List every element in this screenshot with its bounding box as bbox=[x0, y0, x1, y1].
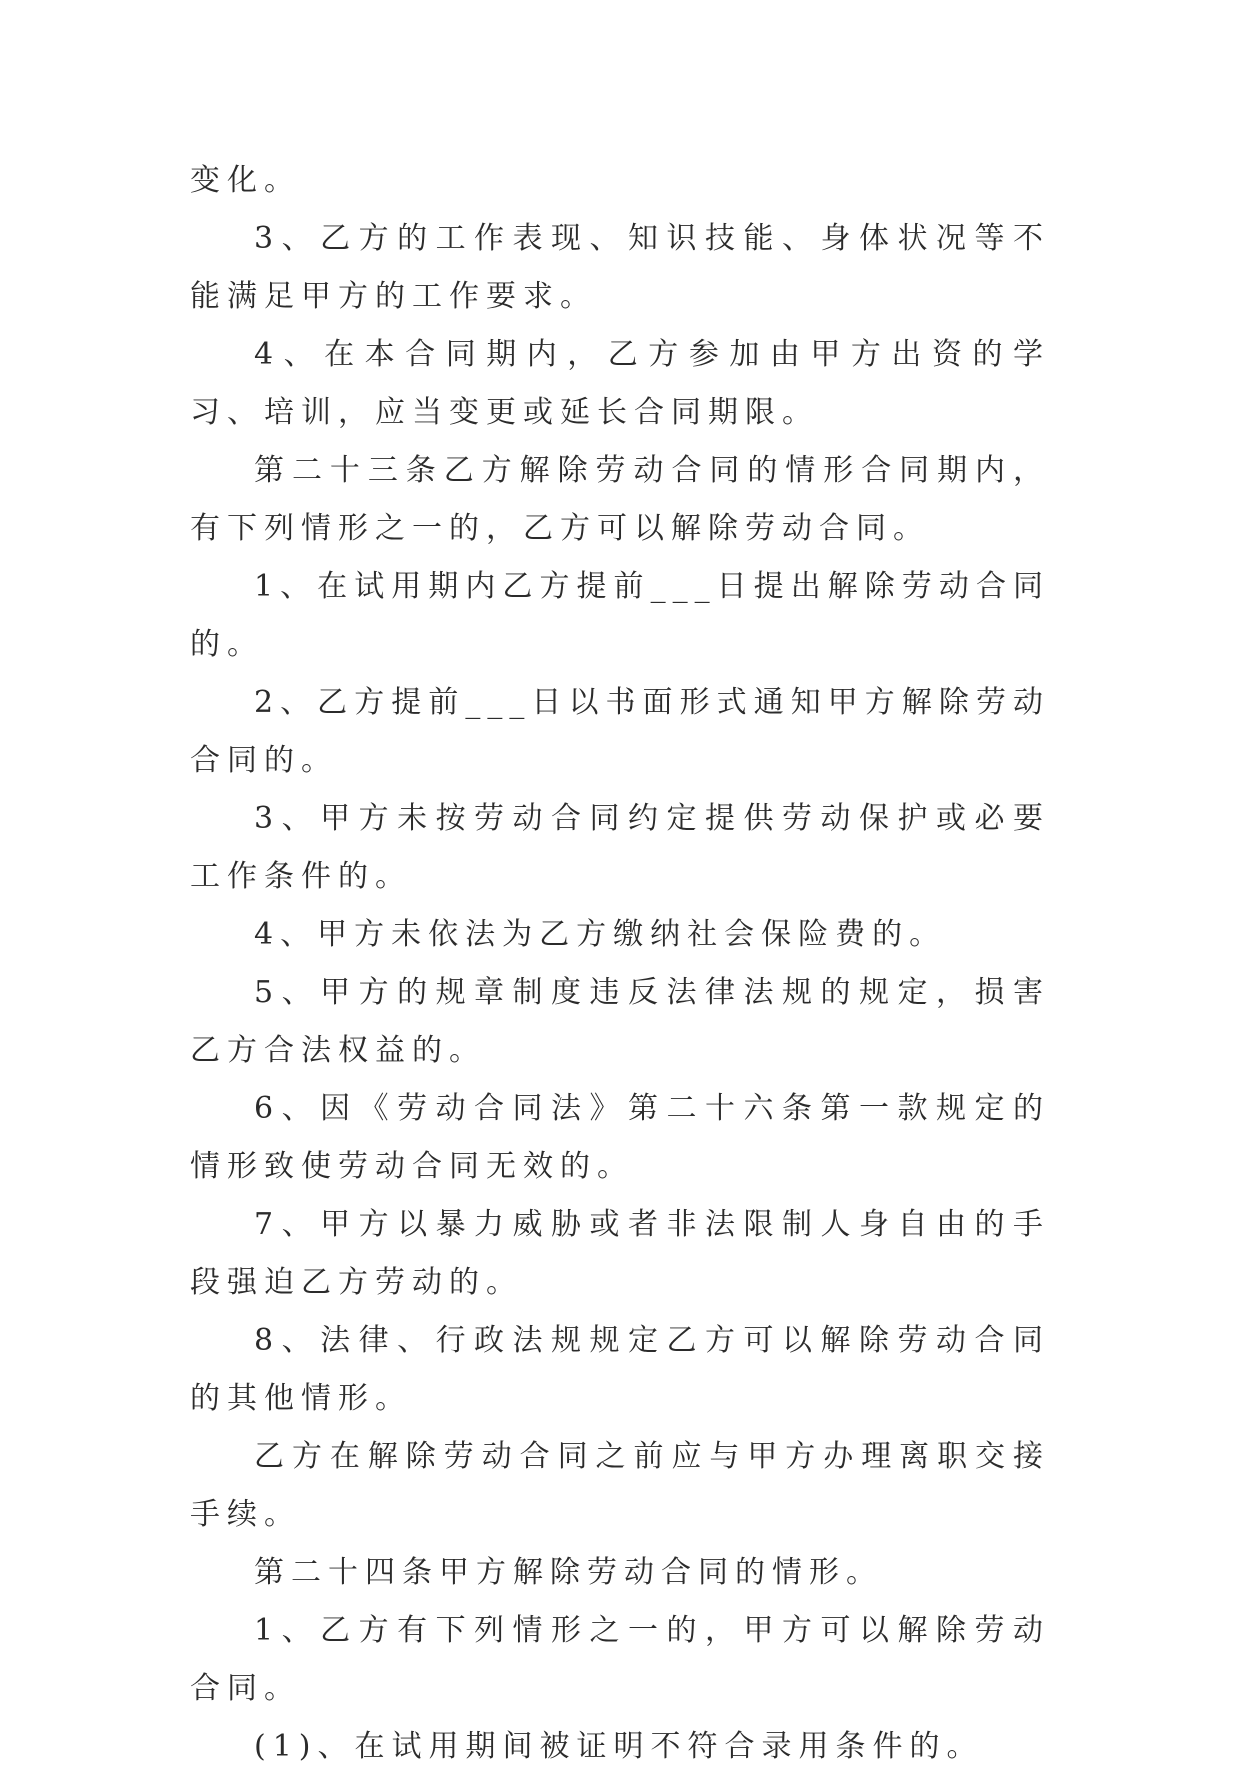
paragraph-article-23: 第二十三条乙方解除劳动合同的情形合同期内，有下列情形之一的，乙方可以解除劳动合同。 bbox=[190, 453, 1050, 546]
paragraph-article-23-item-6: 6、因《劳动合同法》第二十六条第一款规定的情形致使劳动合同无效的。 bbox=[190, 1091, 1050, 1184]
paragraph-article-24: 第二十四条甲方解除劳动合同的情形。 bbox=[254, 1555, 883, 1590]
paragraph-item-3: 3、乙方的工作表现、知识技能、身体状况等不能满足甲方的工作要求。 bbox=[190, 221, 1050, 314]
paragraph-article-23-item-2: 2、乙方提前___日以书面形式通知甲方解除劳动合同的。 bbox=[190, 685, 1050, 778]
paragraph-article-23-item-8: 8、法律、行政法规规定乙方可以解除劳动合同的其他情形。 bbox=[190, 1323, 1050, 1416]
paragraph-item-4: 4、在本合同期内，乙方参加由甲方出资的学习、培训，应当变更或延长合同期限。 bbox=[190, 337, 1050, 430]
paragraph-article-24-subitem-1: (1)、在试用期间被证明不符合录用条件的。 bbox=[254, 1729, 984, 1764]
paragraph-article-23-item-7: 7、甲方以暴力威胁或者非法限制人身自由的手段强迫乙方劳动的。 bbox=[190, 1207, 1050, 1300]
paragraph-article-23-item-1: 1、在试用期内乙方提前___日提出解除劳动合同的。 bbox=[190, 569, 1050, 662]
paragraph-continuation: 变化。 bbox=[190, 163, 301, 198]
paragraph-article-23-item-3: 3、甲方未按劳动合同约定提供劳动保护或必要工作条件的。 bbox=[190, 801, 1050, 894]
paragraph-handover-note: 乙方在解除劳动合同之前应与甲方办理离职交接手续。 bbox=[190, 1439, 1050, 1532]
paragraph-article-23-item-4: 4、甲方未依法为乙方缴纳社会保险费的。 bbox=[254, 917, 947, 952]
paragraph-article-24-item-1: 1、乙方有下列情形之一的，甲方可以解除劳动合同。 bbox=[190, 1613, 1050, 1706]
document-body bbox=[190, 152, 1050, 1776]
paragraph-article-23-item-5: 5、甲方的规章制度违反法律法规的规定，损害乙方合法权益的。 bbox=[190, 975, 1050, 1068]
